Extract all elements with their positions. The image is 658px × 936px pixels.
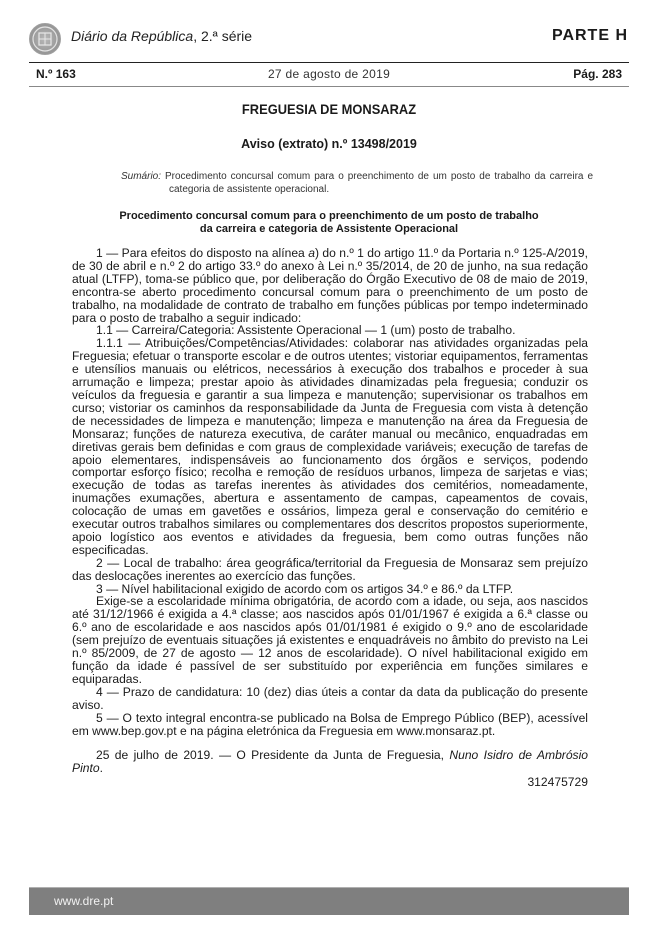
paragraph-4: 4 — Prazo de candidatura: 10 (dez) dias úteis a contar da data da publicação do presente aviso. (72, 684, 588, 712)
notice-body (72, 247, 588, 789)
paragraph-3: 3 — Nível habilitacional exigido de acordo com os artigos 34.º e 86.º da LTFP. (96, 581, 514, 596)
paragraph-2: 2 — Local de trabalho: área geográfica/territorial da Freguesia de Monsaraz sem prejuízo das deslocações inerentes ao exercício das funções. (72, 555, 588, 583)
issue-number: N.º 163 (36, 67, 76, 81)
procedure-title (100, 210, 558, 236)
paragraph-5: 5 — O texto integral encontra-se publicado na Bolsa de Emprego Público (BEP), acessível em www.bep.gov.pt e na página eletrónica da Freguesia em www.monsaraz.pt. (72, 710, 588, 738)
reference-number: 312475729 (527, 775, 588, 790)
signatory-name: Nuno Isidro de Ambrósio Pinto (72, 748, 589, 776)
paragraph-1-italic: a (308, 246, 315, 260)
signature-text: 25 de julho de 2019. — O Presidente da Junta de Freguesia, (96, 748, 450, 763)
footer-bar (29, 887, 629, 915)
issue-meta-row (36, 67, 622, 83)
header-rule-top (29, 62, 629, 63)
paragraph-1-1-1: 1.1.1 — Atribuições/Competências/Atividades: colaborar nas atividades organizadas pela Freguesia; efetuar o transporte escolar e de outros utentes; vistoriar equipamentos, ferramentas e utensílios manuais ou elétricos, necessários à execução dos trabalhos e proceder à sua arrumação e limpeza; prestar apoio às atividades dinamizadas pela freguesia; conduzir os veículos da freguesia e garantir a sua limpeza e manutenção; supervisionar os trabalhos em curso; vistoriar os caminhos da responsabilidade da Junta de Freguesia com vista à detenção de necessidades de limpeza e manutenção; limpeza e manutenção na área da Freguesia de Monsaraz; funções de natureza executiva, de caráter manual ou mecânico, enquadradas em diretivas gerais bem definidas e com graus de complexidade variáveis; execução de tarefas de apoio elementares, indispensáveis ao funcionamento dos órgãos e serviços, podendo comportar esforço físico; recolha e remoção de resíduos urbanos, limpeza de sarjetas e vias; execução de todas as tarefas inerentes às atividades dos cemitérios, nomeadamente, inumações exumações, abertura e assentamento de campas, capeamentos de covais, colocação de umas em gavetões e ossários, limpeza geral e conservação do cemitério e executar outros trabalhos similares ou complementares dos descritos propostos superiormente, apoio logístico aos eventos e atividades da freguesia, bem como outras funções não especificadas. (72, 336, 588, 557)
summary-text: Procedimento concursal comum para o preenchimento de um posto de trabalho da carreira e categoria de assistente operacional. (165, 171, 593, 195)
notice-title: Aviso (extrato) n.º 13498/2019 (241, 137, 417, 151)
page-number: Pág. 283 (573, 67, 622, 81)
paragraph-3-detail: Exige-se a escolaridade mínima obrigatória, de acordo com a idade, ou seja, aos nascidos até 31/12/1966 é exigida a 4.ª classe; aos nascidos após 01/01/1967 é exigida a 6.ª classe ou 6.º ano de escolaridade e aos nascidos após 01/01/1981 é exigido o 9.º ano de escolaridade (sem prejuízo de eventuais situações já existentes e enquadráveis no âmbito do previsto na Lei n.º 85/2009, de 27 de agosto — 12 anos de escolaridade). O nível habilitacional exigido em função da idade é passível de ser substituído por experiência em funções similares e equiparadas. (72, 594, 588, 686)
publication-series: , 2.ª série (193, 28, 253, 44)
summary (121, 170, 593, 196)
organization-title: FREGUESIA DE MONSARAZ (241, 101, 417, 117)
paragraph-1-1: 1.1 — Carreira/Categoria: Assistente Operacional — 1 (um) posto de trabalho. (96, 323, 516, 338)
paragraph-1 (72, 247, 588, 324)
procedure-title-line-1: Procedimento concursal comum para o preenchimento de um posto de trabalho (119, 210, 539, 222)
summary-label: Sumário: (121, 171, 162, 182)
publication-name: Diário da República (71, 28, 194, 44)
coat-of-arms-icon (29, 23, 61, 55)
publication-title (71, 28, 252, 44)
signature-end: . (99, 761, 103, 776)
header-rule-bottom (29, 86, 629, 87)
footer-url-link[interactable]: www.dre.pt (54, 894, 114, 908)
procedure-title-line-2: da carreira e categoria de Assistente Operacional (199, 223, 459, 235)
issue-date: 27 de agosto de 2019 (267, 67, 391, 81)
paragraph-1-text: 1 — Para efeitos do disposto na alínea (96, 246, 309, 260)
part-label: PARTE H (551, 27, 628, 44)
paragraph-1-text-cont: ) do n.º 1 do artigo 11.º da Portaria n.º 125-A/2019, de 30 de abril e n.º 2 do artigo 33.º do anexo à Lei n.º 35/2014, de 20 de junho, na sua redação atual (LTFP), toma-se público que, por deliberação do Órgão Executivo de 08 de maio de 2019, encontra-se aberto procedimento concursal comum para o preenchimento de um posto de trabalho, na modalidade de contrato de trabalho em funções públicas por tempo indeterminado para o posto de trabalho a seguir indicado: (72, 246, 588, 325)
signature-line (72, 749, 588, 775)
